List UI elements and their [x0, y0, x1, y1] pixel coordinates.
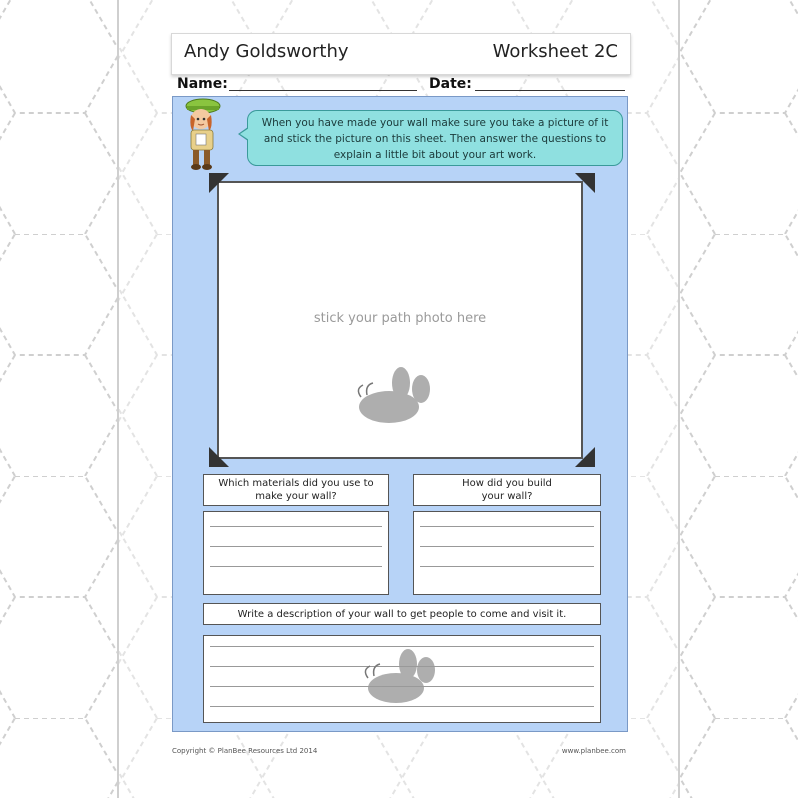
bee-watermark-icon	[356, 648, 446, 712]
photo-area[interactable]	[217, 181, 583, 459]
name-label: Name:	[177, 76, 228, 92]
photo-corner-icon	[575, 447, 595, 467]
name-date-row	[177, 76, 627, 94]
website-link[interactable]: www.planbee.com	[561, 747, 626, 755]
activity-panel	[172, 96, 628, 732]
question-materials: Which materials did you use to make your wall?	[203, 474, 389, 506]
title-strip	[171, 33, 631, 75]
worksheet-number: Worksheet 2C	[492, 41, 618, 62]
instruction-bubble	[247, 110, 623, 166]
worksheet-page	[117, 0, 680, 798]
answer-description-box[interactable]	[203, 635, 601, 723]
worksheet-title: Andy Goldsworthy	[184, 41, 349, 62]
answer-build-box[interactable]	[413, 511, 601, 595]
answer-materials-box[interactable]	[203, 511, 389, 595]
date-label: Date:	[429, 76, 472, 92]
child-character-icon	[179, 97, 227, 173]
question-description: Write a description of your wall to get people to come and visit it.	[203, 603, 601, 625]
photo-placeholder: stick your path photo here	[313, 311, 487, 326]
instruction-text: When you have made your wall make sure you take a picture of it and stick the picture on this sheet. Then answer the questions to explain a little bit about your art work.	[261, 117, 609, 161]
date-field[interactable]	[475, 90, 625, 91]
question-build: How did you build your wall?	[413, 474, 601, 506]
name-field[interactable]	[229, 90, 417, 91]
bee-watermark-icon	[349, 367, 441, 433]
copyright-text: Copyright © PlanBee Resources Ltd 2014	[172, 747, 318, 755]
photo-corner-icon	[209, 447, 229, 467]
photo-corner-icon	[575, 173, 595, 193]
photo-corner-icon	[209, 173, 229, 193]
